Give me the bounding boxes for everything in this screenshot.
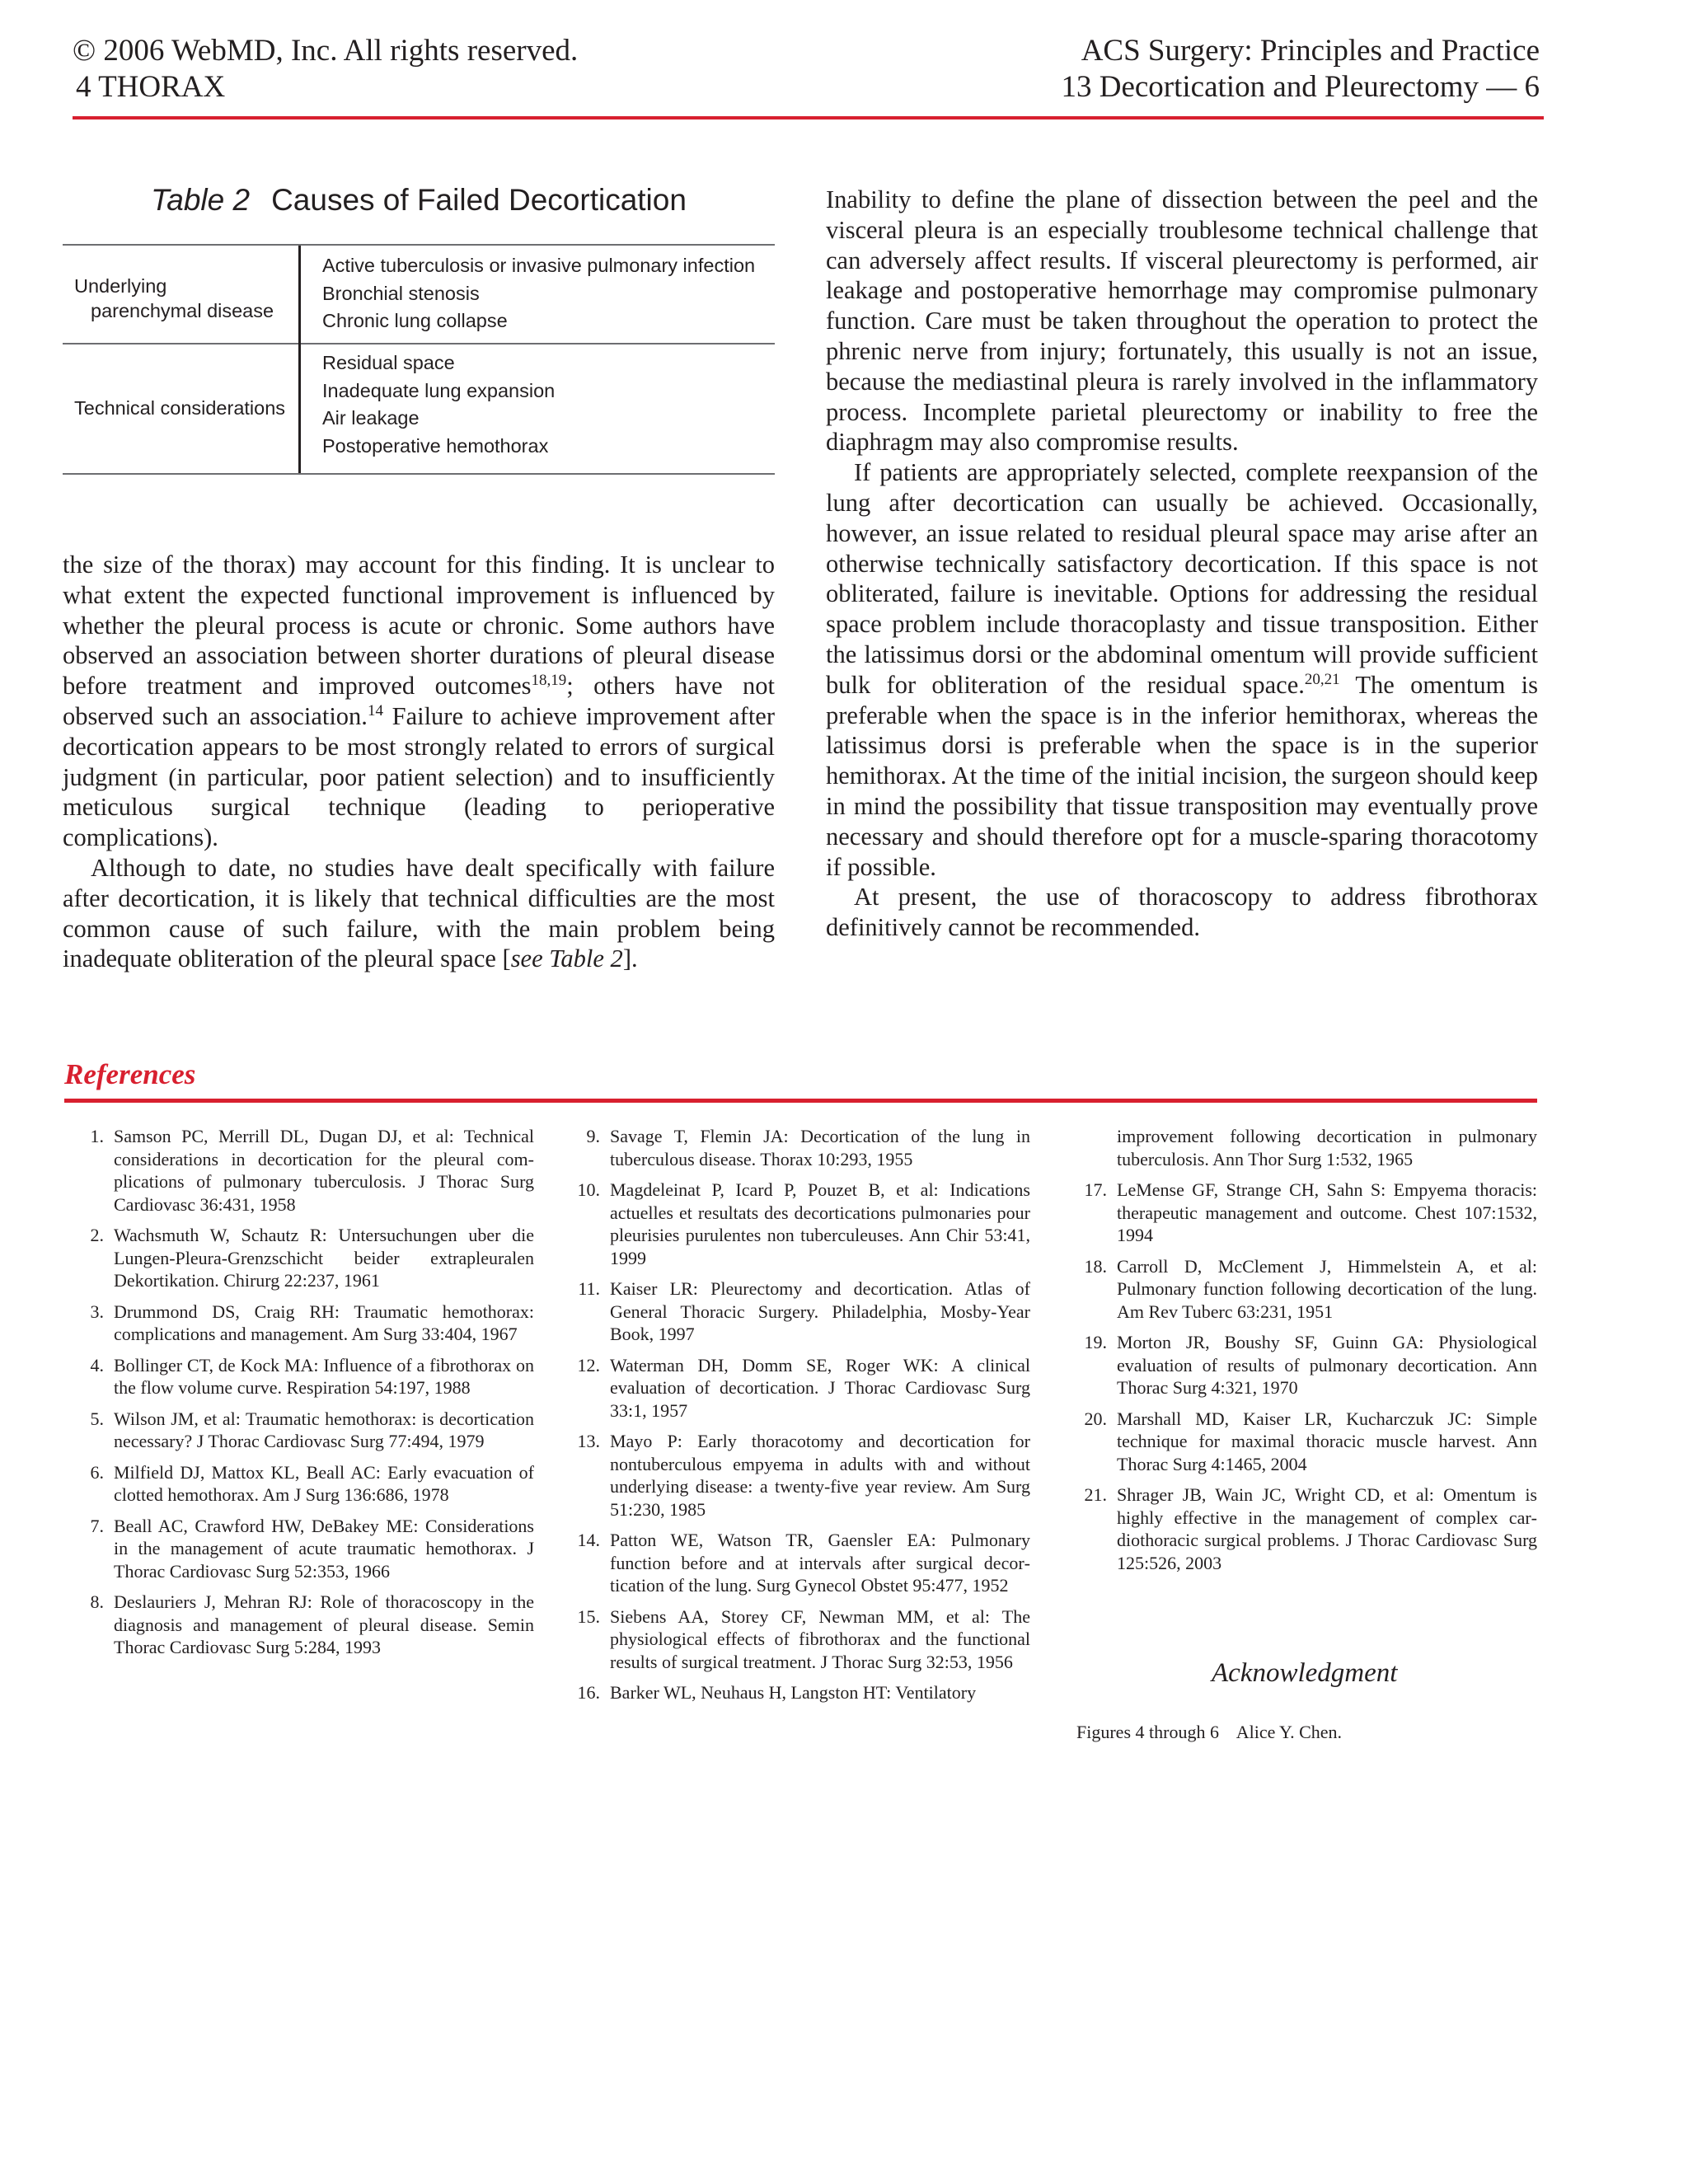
reference-item: 7. Beall AC, Crawford HW, DeBakey ME: Considerations in the management of acute traumatic hemothorax. J Thorac Cardiovasc Surg 52:353, 1966 bbox=[90, 1515, 534, 1582]
reference-item: 12. Waterman DH, Domm SE, Roger WK: A clinical evaluation of decortication. J Thorac Cardiovasc Surg 33:1, 1957 bbox=[577, 1354, 1030, 1421]
table-title: Causes of Failed Decortication bbox=[271, 183, 687, 217]
reference-item: 13. Mayo P: Early thoracotomy and decortication for nontuberculous empyema in adults with and without underlying disease: a twenty-five year review. Am Surg 51:230, 1985 bbox=[577, 1431, 1030, 1520]
reference-item: 6. Milfield DJ, Mattox KL, Beall AC: Early evacuation of clotted hemothorax. Am J Surg 136:686, 1978 bbox=[90, 1461, 534, 1505]
acknowledgment-text: Figures 4 through 6 Alice Y. Chen. bbox=[1076, 1722, 1343, 1742]
reference-item: 9. Savage T, Flemin JA: Decortication of the lung in tuberculous disease. Thorax 10:293, 1955 bbox=[586, 1126, 1030, 1169]
paragraph: If patients are appropriately selected, complete reexpansion of the lung after decortication can usually be achieved. Occasionally, however, an issue related to residual pleural space may arise after an otherwise technically satisfactory decortication. If this space is not obliterated, failure is inevitable. Options for addressing the residual space problem include thoracoplasty and tissue transposition. Either the latissimus dorsi or the abdominal omentum will provide sufficient bulk for obliteration of the residual space.$^{20,21}$ The omentum is preferable when the space is in the inferior hemithorax, whereas the latissimus dorsi is preferable when the space is in the superior hemithorax. At the time of the initial incision, the surgeon should keep in mind the possibility that tissue transposition may eventually prove necessary and should therefore opt for a muscle-sparing thoracotomy if possible. bbox=[826, 458, 1538, 881]
table-items bbox=[322, 252, 755, 335]
citation[interactable]: 20,21 bbox=[1304, 670, 1340, 688]
references-heading: References bbox=[64, 1058, 196, 1090]
copyright-line: © 2006 WebMD, Inc. All rights reserved. bbox=[73, 34, 579, 68]
citation[interactable]: 18,19 bbox=[531, 672, 567, 690]
table-divider bbox=[298, 343, 301, 473]
table-item: Postoperative hemothorax bbox=[322, 434, 549, 457]
reference-item-continued: improvement following decortication in pulmonary tuberculosis. Ann Thor Surg 1:532, 1965 bbox=[1117, 1126, 1537, 1169]
table-divider bbox=[298, 246, 301, 343]
table-item: Active tuberculosis or invasive pulmonary infection bbox=[322, 255, 756, 276]
reference-item: 3. Drummond DS, Craig RH: Traumatic hemothorax: complications and management. Am Surg 33:404, 1967 bbox=[90, 1301, 534, 1344]
reference-item: 16. Barker WL, Neuhaus H, Langston HT: Ventilatory bbox=[577, 1682, 977, 1703]
table-number: Table 2 bbox=[151, 183, 251, 217]
table-item: Inadequate lung expansion bbox=[322, 379, 556, 401]
acknowledgment-heading: Acknowledgment bbox=[1212, 1658, 1398, 1688]
references-column-2 bbox=[569, 1125, 1030, 1713]
paragraph: Although to date, no studies have dealt specifically with failure after decortication, it is likely that technical difficulties are the most common cause of such failure, with the main problem being inadequate obliteration of the pleural space [see Table 2]. bbox=[63, 853, 775, 973]
table-item: Air leakage bbox=[322, 407, 420, 429]
reference-item: 8. Deslauriers J, Mehran RJ: Role of thoracoscopy in the diagnosis and management of pleural disease. Semin Thorac Cardiovasc Surg 5:284, 1993 bbox=[90, 1591, 534, 1657]
reference-item: 4. Bollinger CT, de Kock MA: Influence of a fibrothorax on the flow volume curve. Respiration 54:197, 1988 bbox=[90, 1354, 534, 1398]
table-group-parenchymal bbox=[63, 244, 775, 344]
paragraph: Inability to define the plane of dissection between the peel and the visceral pleura is an especially troublesome technical challenge that can adversely affect results. If visceral pleurectomy is performed, air leakage and postoperative hemorrhage may compromise pulmonary function. Care must be taken throughout the operation to protect the phrenic nerve from injury; fortunately, this usually is not an issue, because the mediastinal pleura is rarely involved in the inflammatory process. Incomplete parietal pleurectomy or inability to free the diaphragm may also compromise results. bbox=[826, 185, 1538, 457]
table-item: Bronchial stenosis bbox=[322, 282, 480, 304]
references-column-3 bbox=[1076, 1125, 1537, 1582]
table-item: Chronic lung collapse bbox=[322, 310, 508, 331]
references-column-1 bbox=[73, 1125, 534, 1667]
reference-item: 21. Shrager JB, Wain JC, Wright CD, et al: Omentum is highly effective in the management of complex cardiothoracic surgical problems. J Thorac Cardiovasc Surg 125:526, 2003 bbox=[1084, 1484, 1537, 1573]
reference-item: 14. Patton WE, Watson TR, Gaensler EA: Pulmonary function before and at intervals after surgical decortication of the lung. Surg Gynecol Obstet 95:477, 1952 bbox=[577, 1530, 1030, 1596]
reference-item: 15. Siebens AA, Storey CF, Newman MM, et al: The physiological effects of fibrothorax and the functional results of surgical treatment. J Thorac Surg 32:53, 1956 bbox=[577, 1605, 1030, 1672]
running-header-right bbox=[1061, 33, 1540, 105]
paragraph: the size of the thorax) may account for this finding. It is unclear to what extent the expected functional improvement is influenced by whether the pleural process is acute or chronic. Some authors have observed an association between shorter durations of pleural disease before treatment and improved outcomes$^{18,19}$; others have not observed such an association.$^{14}$ Failure to achieve improvement after decortication appears to be most strongly related to errors of surgical judgment (in particular, poor patient selection) and to insufficiently meticulous surgical technique (leading to perioperative complications). bbox=[63, 551, 775, 852]
chapter-title: 13 Decortication and Pleurectomy — 6 bbox=[1061, 70, 1540, 104]
reference-item: 10. Magdeleinat P, Icard P, Pouzet B, et al: Indications actuelles et resultats des decortications pulmonaries pour pleurisies purulentes non tuberculeuses. Ann Chir 53:41, 1999 bbox=[577, 1179, 1030, 1268]
citation[interactable]: 14 bbox=[367, 701, 383, 719]
section-label: 4 THORAX bbox=[76, 70, 226, 104]
header-rule bbox=[73, 116, 1544, 120]
reference-item: 1. Samson PC, Merrill DL, Dugan DJ, et al: Technical considerations in decortication for the pleural complications of pulmonary tuberculosis. J Thorac Surg Cardiovasc 36:431, 1958 bbox=[90, 1126, 534, 1215]
reference-item: 17. LeMense GF, Strange CH, Sahn S: Empyema thoracis: therapeutic management and outcome. Chest 107:1532, 1994 bbox=[1084, 1179, 1537, 1245]
table-caption bbox=[63, 180, 775, 221]
references-rule bbox=[64, 1099, 1537, 1103]
table-items bbox=[322, 349, 555, 460]
body-column-right bbox=[826, 185, 1538, 943]
reference-item: 5. Wilson JM, et al: Traumatic hemothorax: is decortication necessary? J Thorac Cardiovasc Surg 77:494, 1979 bbox=[90, 1408, 534, 1451]
table-category: Technical considerations bbox=[74, 397, 286, 419]
body-column-left bbox=[63, 550, 775, 974]
book-title: ACS Surgery: Principles and Practice bbox=[1081, 34, 1540, 68]
table-group-technical bbox=[63, 343, 775, 475]
reference-item: 20. Marshall MD, Kaiser LR, Kucharczuk JC: Simple technique for maximal thoracic muscle harvest. Ann Thorac Surg 4:1465, 2004 bbox=[1084, 1408, 1537, 1474]
running-header-left bbox=[73, 33, 578, 105]
reference-item: 11. Kaiser LR: Pleurectomy and decortication. Atlas of General Thoracic Surgery. Philadelphia, Mosby-Year Book, 1997 bbox=[578, 1278, 1030, 1344]
reference-item: 2. Wachsmuth W, Schautz R: Untersuchungen uber die Lungen-Pleura-Grenzschicht beider extrapleuralen Dekortikation. Chirurg 22:237, 1961 bbox=[90, 1225, 534, 1291]
table-crossref[interactable]: see Table 2 bbox=[510, 944, 623, 973]
paragraph: At present, the use of thoracoscopy to address fibrothorax definitively cannot be recommended. bbox=[826, 883, 1538, 942]
table-item: Residual space bbox=[322, 352, 455, 373]
reference-item: 18. Carroll D, McClement J, Himmelstein A, et al: Pulmonary function following decortication of the lung. Am Rev Tuberc 63:231, 1951 bbox=[1084, 1255, 1537, 1322]
table-category: Underlying parenchymal disease bbox=[74, 275, 274, 321]
reference-item: 19. Morton JR, Boushy SF, Guinn GA: Physiological evaluation of results of pulmonary decortication. Ann Thorac Surg 4:321, 1970 bbox=[1084, 1332, 1537, 1398]
